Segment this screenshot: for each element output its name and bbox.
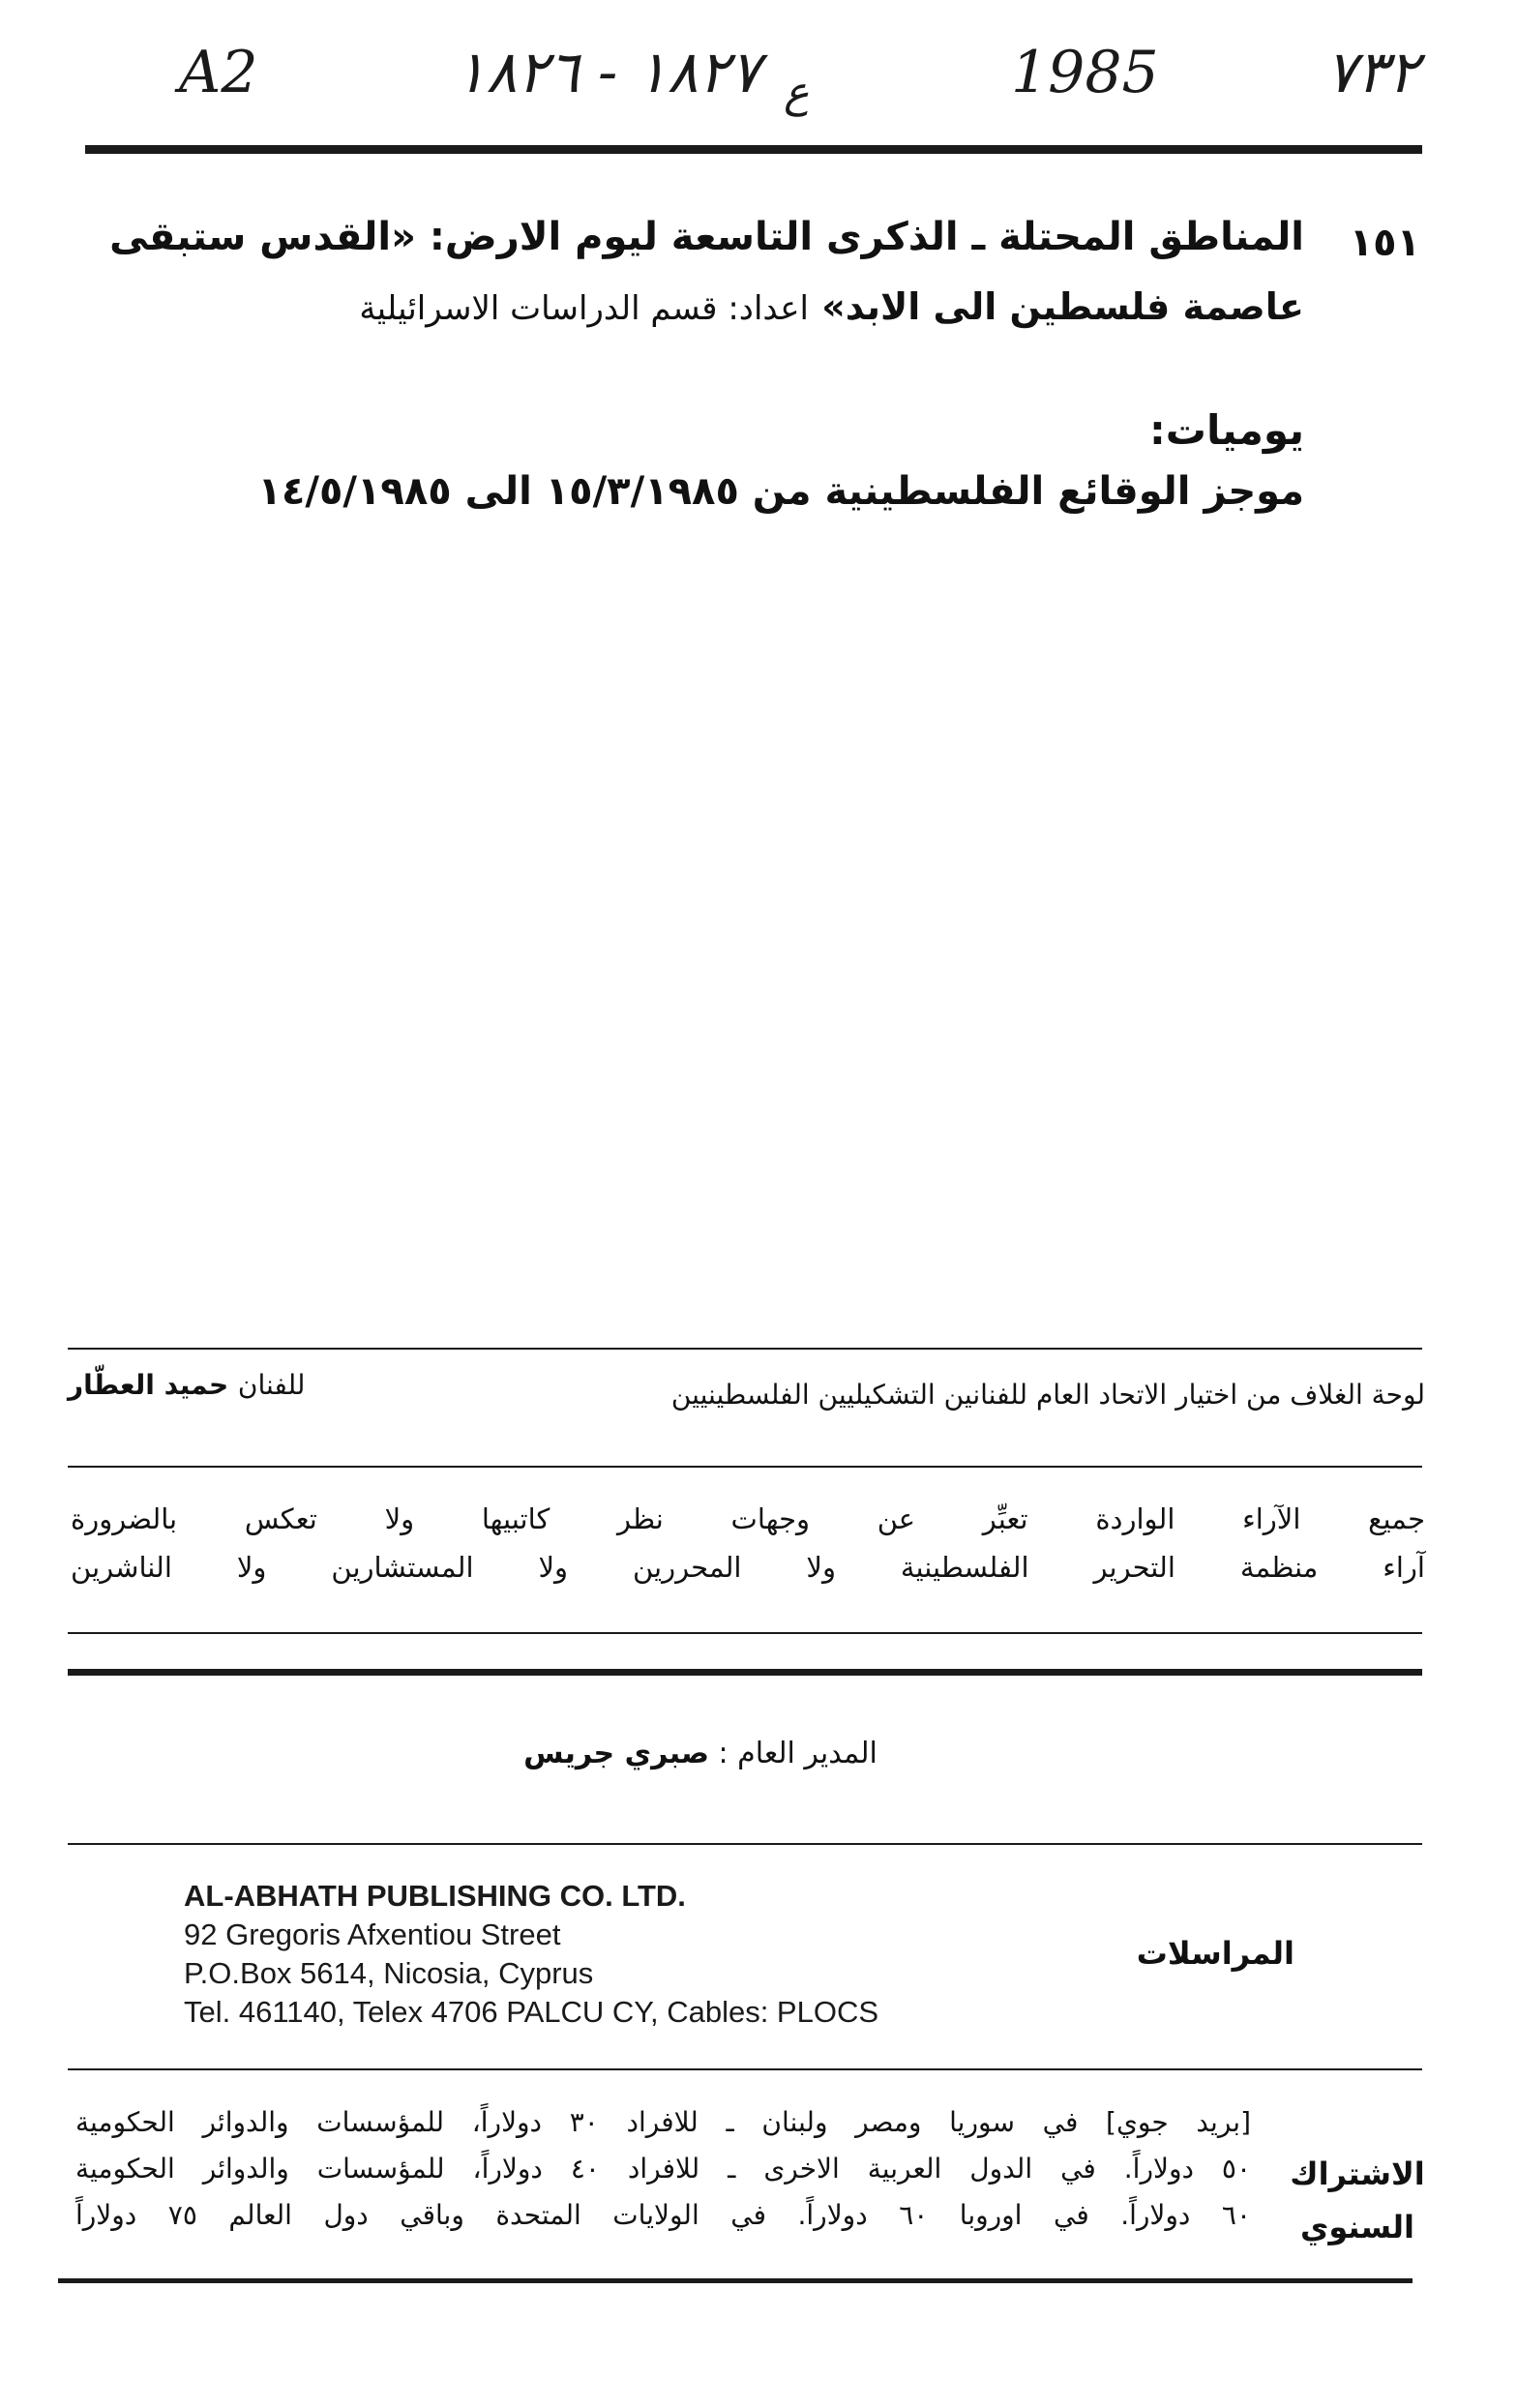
subscription-label-line1: الاشتراك (1290, 2155, 1425, 2192)
cover-artist-credit (68, 1369, 305, 1401)
toc-entry-line1: المناطق المحتلة ـ الذكرى التاسعة ليوم الارض: «القدس ستبقى (109, 215, 1304, 259)
subscription-line1: [بريد جوي] في سوريا ومصر ولبنان ـ للافراد ٣٠ دولاراً، للمؤسسات والدوائر الحكومية (75, 2106, 1251, 2138)
cover-credit-label: للفنان (237, 1369, 306, 1401)
toc-entry-title-end: عاصمة فلسطين الى الابد» (821, 285, 1304, 328)
cover-description: لوحة الغلاف من اختيار الاتحاد العام للفنانين التشكيليين الفلسطينيين (670, 1379, 1425, 1411)
correspondence-label: المراسلات (1136, 1935, 1294, 1972)
disclaimer-line1: جميع الآراء الواردة تعبِّر عن وجهات نظر كاتبيها ولا تعكس بالضرورة (71, 1502, 1425, 1535)
director-label: المدير العام : (718, 1737, 877, 1770)
publisher-pobox: P.O.Box 5614, Nicosia, Cyprus (184, 1956, 594, 1990)
subscription-label (1290, 2148, 1425, 2254)
section-title: يوميات: (1148, 406, 1304, 454)
handwritten-letter: ع (784, 68, 810, 117)
cover-artist-name: حميد العطّار (68, 1369, 229, 1401)
handwritten-pages: ١٨٢٧ - ١٨٢٦ (455, 39, 761, 106)
bottom-rule (58, 2278, 1413, 2283)
thick-rule (68, 1669, 1422, 1676)
toc-entry-number: ١٥١ (1349, 221, 1420, 265)
publisher-name: AL-ABHATH PUBLISHING CO. LTD. (184, 1879, 686, 1913)
section-subtitle: موجز الوقائع الفلسطينية من ١٥/٣/١٩٨٥ الى ١٤/٥/١٩٨٥ (257, 469, 1304, 514)
correspondence-address (184, 1877, 878, 2032)
director-rule (68, 1843, 1422, 1845)
handwritten-number: ٧٣٢ (1325, 39, 1419, 106)
toc-entry-author: اعداد: قسم الدراسات الاسرائيلية (359, 289, 809, 328)
handwritten-code: A2 (179, 39, 258, 106)
cover-bottom-rule (68, 1466, 1422, 1468)
subscription-line2: ٥٠ دولاراً. في الدول العربية الاخرى ـ للافراد ٤٠ دولاراً، للمؤسسات والدوائر الحكومية (75, 2153, 1251, 2185)
subscription-line3: ٦٠ دولاراً. في اوروبا ٦٠ دولاراً. في الولايات المتحدة وباقي دول العالم ٧٥ دولاراً (75, 2199, 1251, 2231)
director-name: صبري جريس (523, 1737, 709, 1770)
handwritten-year: 1985 (1011, 39, 1159, 106)
subscription-label-line2: السنوي (1300, 2209, 1414, 2245)
publisher-street: 92 Gregoris Afxentiou Street (184, 1917, 561, 1951)
publisher-phone: Tel. 461140, Telex 4706 PALCU CY, Cables: PLOCS (184, 1995, 879, 2029)
correspondence-rule (68, 2068, 1422, 2070)
cover-top-rule (68, 1348, 1422, 1350)
director-general (0, 1737, 1517, 1770)
top-rule (85, 145, 1422, 154)
toc-entry-line2 (359, 285, 1304, 328)
disclaimer-rule (68, 1632, 1422, 1634)
disclaimer-line2: آراء منظمة التحرير الفلسطينية ولا المحررين ولا المستشارين ولا الناشرين (71, 1551, 1425, 1584)
disclaimer (71, 1495, 1425, 1591)
subscription-rates (75, 2099, 1251, 2239)
